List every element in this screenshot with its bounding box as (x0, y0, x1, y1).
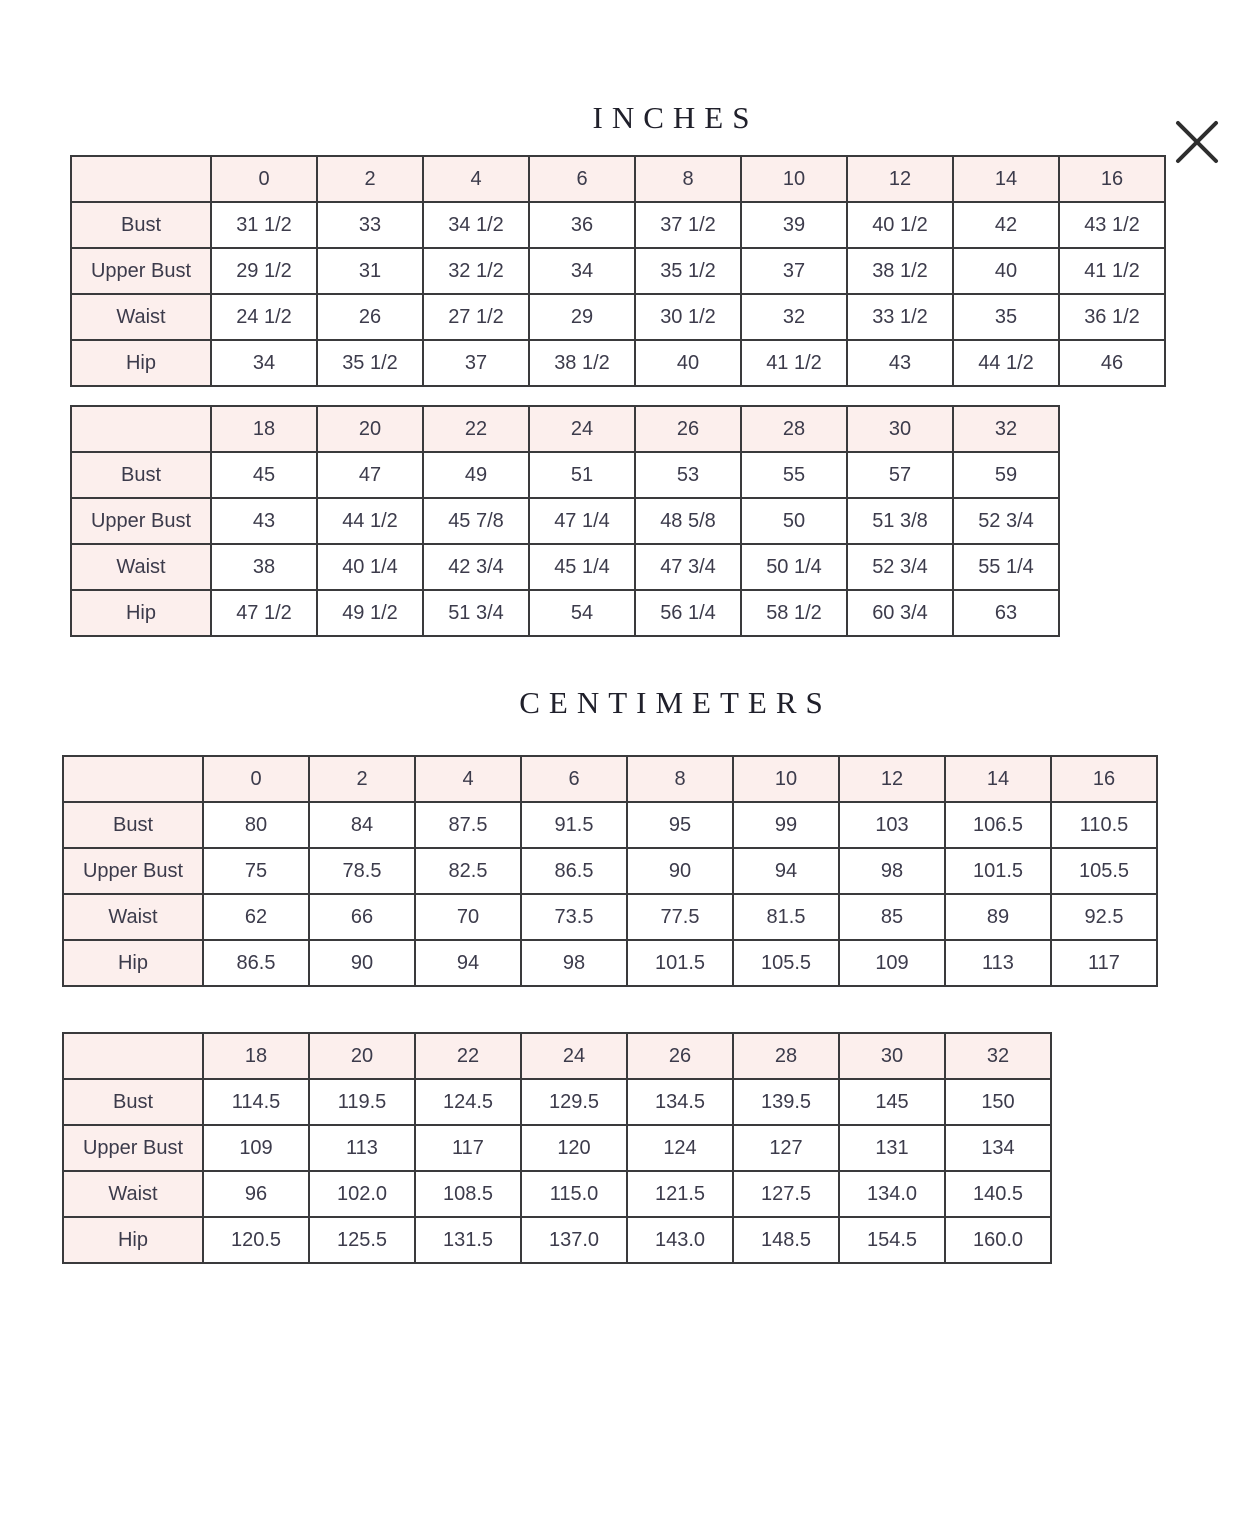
size-header-cell: 12 (839, 756, 945, 802)
measurement-label: Waist (71, 544, 211, 590)
measurement-value: 108.5 (415, 1171, 521, 1217)
measurement-value: 50 1/4 (741, 544, 847, 590)
measurement-value: 48 5/8 (635, 498, 741, 544)
measurement-value: 77.5 (627, 894, 733, 940)
size-header-cell: 4 (423, 156, 529, 202)
measurement-value: 41 1/2 (1059, 248, 1165, 294)
measurement-row (71, 294, 1165, 340)
measurement-value: 55 1/4 (953, 544, 1059, 590)
measurement-value: 51 (529, 452, 635, 498)
size-header-cell: 16 (1059, 156, 1165, 202)
measurement-value: 134.5 (627, 1079, 733, 1125)
measurement-value: 117 (415, 1125, 521, 1171)
measurement-value: 38 1/2 (847, 248, 953, 294)
measurement-value: 37 1/2 (635, 202, 741, 248)
measurement-value: 143.0 (627, 1217, 733, 1263)
size-header-cell: 18 (211, 406, 317, 452)
size-header-cell: 12 (847, 156, 953, 202)
measurement-row (71, 340, 1165, 386)
measurement-value: 139.5 (733, 1079, 839, 1125)
measurement-value: 46 (1059, 340, 1165, 386)
measurement-value: 35 (953, 294, 1059, 340)
size-header-cell: 24 (529, 406, 635, 452)
size-header-cell: 22 (423, 406, 529, 452)
size-header-cell: 20 (309, 1033, 415, 1079)
measurement-value: 131 (839, 1125, 945, 1171)
size-chart-modal (0, 98, 1241, 1264)
measurement-value: 96 (203, 1171, 309, 1217)
measurement-value: 42 (953, 202, 1059, 248)
corner-cell (71, 156, 211, 202)
measurement-value: 47 (317, 452, 423, 498)
measurement-value: 124 (627, 1125, 733, 1171)
measurement-value: 47 1/4 (529, 498, 635, 544)
measurement-value: 34 (529, 248, 635, 294)
measurement-value: 37 (423, 340, 529, 386)
measurement-value: 34 (211, 340, 317, 386)
measurement-row (63, 894, 1157, 940)
measurement-value: 38 1/2 (529, 340, 635, 386)
measurement-label: Bust (71, 452, 211, 498)
measurement-value: 109 (839, 940, 945, 986)
measurement-value: 60 3/4 (847, 590, 953, 636)
measurement-value: 160.0 (945, 1217, 1051, 1263)
measurement-value: 27 1/2 (423, 294, 529, 340)
measurement-value: 119.5 (309, 1079, 415, 1125)
size-header-cell: 6 (521, 756, 627, 802)
measurement-row (63, 802, 1157, 848)
close-button[interactable] (1169, 114, 1225, 170)
size-header-cell: 16 (1051, 756, 1157, 802)
measurement-value: 125.5 (309, 1217, 415, 1263)
measurement-value: 41 1/2 (741, 340, 847, 386)
measurement-value: 85 (839, 894, 945, 940)
size-header-cell: 28 (741, 406, 847, 452)
measurement-value: 29 1/2 (211, 248, 317, 294)
measurement-value: 127 (733, 1125, 839, 1171)
size-header-cell: 14 (953, 156, 1059, 202)
close-icon (1174, 119, 1220, 165)
size-header-cell: 32 (953, 406, 1059, 452)
measurement-value: 120 (521, 1125, 627, 1171)
measurement-value: 63 (953, 590, 1059, 636)
measurement-value: 40 (635, 340, 741, 386)
measurement-row (71, 452, 1059, 498)
measurement-value: 47 3/4 (635, 544, 741, 590)
measurement-value: 52 3/4 (847, 544, 953, 590)
measurement-value: 40 (953, 248, 1059, 294)
size-header-cell: 6 (529, 156, 635, 202)
measurement-value: 81.5 (733, 894, 839, 940)
measurement-value: 50 (741, 498, 847, 544)
measurement-value: 113 (945, 940, 1051, 986)
measurement-value: 42 3/4 (423, 544, 529, 590)
measurement-value: 73.5 (521, 894, 627, 940)
measurement-value: 36 1/2 (1059, 294, 1165, 340)
measurement-value: 55 (741, 452, 847, 498)
measurement-value: 57 (847, 452, 953, 498)
size-header-row (71, 156, 1165, 202)
measurement-label: Bust (63, 1079, 203, 1125)
size-table (70, 155, 1166, 387)
measurement-row (63, 1079, 1051, 1125)
measurement-value: 150 (945, 1079, 1051, 1125)
size-header-cell: 26 (635, 406, 741, 452)
measurement-value: 75 (203, 848, 309, 894)
measurement-value: 44 1/2 (317, 498, 423, 544)
measurement-value: 39 (741, 202, 847, 248)
measurement-row (71, 498, 1059, 544)
measurement-value: 145 (839, 1079, 945, 1125)
size-header-cell: 2 (317, 156, 423, 202)
measurement-value: 53 (635, 452, 741, 498)
measurement-value: 80 (203, 802, 309, 848)
measurement-value: 33 1/2 (847, 294, 953, 340)
measurement-value: 31 1/2 (211, 202, 317, 248)
measurement-row (63, 1125, 1051, 1171)
measurement-value: 70 (415, 894, 521, 940)
size-header-cell: 0 (211, 156, 317, 202)
measurement-value: 140.5 (945, 1171, 1051, 1217)
centimeters-table-sizes-0-16 (62, 755, 1241, 987)
measurement-value: 94 (733, 848, 839, 894)
measurement-value: 94 (415, 940, 521, 986)
measurement-value: 51 3/8 (847, 498, 953, 544)
size-header-row (63, 1033, 1051, 1079)
measurement-value: 32 (741, 294, 847, 340)
measurement-value: 38 (211, 544, 317, 590)
size-header-cell: 18 (203, 1033, 309, 1079)
inches-table-sizes-0-16 (70, 155, 1241, 387)
measurement-value: 43 (847, 340, 953, 386)
inches-table-sizes-18-32 (70, 405, 1241, 637)
measurement-value: 98 (839, 848, 945, 894)
measurement-value: 89 (945, 894, 1051, 940)
size-header-cell: 30 (839, 1033, 945, 1079)
inches-section (0, 98, 1241, 637)
measurement-value: 95 (627, 802, 733, 848)
size-header-cell: 26 (627, 1033, 733, 1079)
measurement-value: 109 (203, 1125, 309, 1171)
measurement-row (63, 848, 1157, 894)
measurement-value: 51 3/4 (423, 590, 529, 636)
measurement-value: 24 1/2 (211, 294, 317, 340)
measurement-value: 82.5 (415, 848, 521, 894)
measurement-label: Hip (63, 940, 203, 986)
measurement-row (63, 1171, 1051, 1217)
size-header-cell: 10 (741, 156, 847, 202)
measurement-value: 86.5 (203, 940, 309, 986)
measurement-value: 43 1/2 (1059, 202, 1165, 248)
measurement-row (71, 248, 1165, 294)
measurement-value: 90 (627, 848, 733, 894)
measurement-label: Waist (63, 894, 203, 940)
measurement-value: 62 (203, 894, 309, 940)
measurement-value: 91.5 (521, 802, 627, 848)
size-header-cell: 2 (309, 756, 415, 802)
centimeters-table-sizes-18-32 (62, 1032, 1241, 1264)
size-table (62, 1032, 1052, 1264)
measurement-value: 40 1/2 (847, 202, 953, 248)
measurement-value: 101.5 (945, 848, 1051, 894)
measurement-value: 105.5 (1051, 848, 1157, 894)
measurement-value: 101.5 (627, 940, 733, 986)
measurement-value: 34 1/2 (423, 202, 529, 248)
measurement-value: 114.5 (203, 1079, 309, 1125)
measurement-value: 105.5 (733, 940, 839, 986)
size-header-cell: 10 (733, 756, 839, 802)
size-header-cell: 14 (945, 756, 1051, 802)
measurement-value: 52 3/4 (953, 498, 1059, 544)
measurement-label: Waist (63, 1171, 203, 1217)
size-header-cell: 4 (415, 756, 521, 802)
size-header-cell: 8 (627, 756, 733, 802)
size-header-cell: 32 (945, 1033, 1051, 1079)
measurement-value: 35 1/2 (317, 340, 423, 386)
measurement-value: 106.5 (945, 802, 1051, 848)
measurement-value: 47 1/2 (211, 590, 317, 636)
measurement-value: 30 1/2 (635, 294, 741, 340)
size-header-cell: 28 (733, 1033, 839, 1079)
measurement-row (71, 590, 1059, 636)
size-header-cell: 20 (317, 406, 423, 452)
measurement-label: Hip (71, 340, 211, 386)
measurement-value: 45 (211, 452, 317, 498)
measurement-value: 103 (839, 802, 945, 848)
measurement-value: 87.5 (415, 802, 521, 848)
measurement-row (71, 544, 1059, 590)
measurement-value: 44 1/2 (953, 340, 1059, 386)
measurement-value: 59 (953, 452, 1059, 498)
measurement-value: 45 7/8 (423, 498, 529, 544)
measurement-value: 66 (309, 894, 415, 940)
measurement-value: 117 (1051, 940, 1157, 986)
centimeters-section (0, 683, 1241, 1264)
measurement-value: 84 (309, 802, 415, 848)
measurement-value: 33 (317, 202, 423, 248)
measurement-value: 86.5 (521, 848, 627, 894)
measurement-value: 154.5 (839, 1217, 945, 1263)
measurement-value: 40 1/4 (317, 544, 423, 590)
measurement-value: 56 1/4 (635, 590, 741, 636)
size-header-cell: 8 (635, 156, 741, 202)
measurement-label: Hip (63, 1217, 203, 1263)
measurement-value: 90 (309, 940, 415, 986)
measurement-value: 137.0 (521, 1217, 627, 1263)
measurement-value: 37 (741, 248, 847, 294)
measurement-value: 43 (211, 498, 317, 544)
size-header-cell: 30 (847, 406, 953, 452)
measurement-value: 129.5 (521, 1079, 627, 1125)
measurement-label: Bust (71, 202, 211, 248)
measurement-value: 54 (529, 590, 635, 636)
measurement-value: 115.0 (521, 1171, 627, 1217)
measurement-label: Upper Bust (71, 498, 211, 544)
measurement-value: 35 1/2 (635, 248, 741, 294)
size-header-cell: 24 (521, 1033, 627, 1079)
size-header-cell: 22 (415, 1033, 521, 1079)
measurement-value: 26 (317, 294, 423, 340)
measurement-value: 113 (309, 1125, 415, 1171)
measurement-value: 45 1/4 (529, 544, 635, 590)
measurement-label: Hip (71, 590, 211, 636)
measurement-value: 134 (945, 1125, 1051, 1171)
measurement-value: 121.5 (627, 1171, 733, 1217)
size-table (62, 755, 1158, 987)
measurement-value: 32 1/2 (423, 248, 529, 294)
measurement-value: 99 (733, 802, 839, 848)
corner-cell (71, 406, 211, 452)
measurement-value: 127.5 (733, 1171, 839, 1217)
measurement-value: 134.0 (839, 1171, 945, 1217)
measurement-row (63, 940, 1157, 986)
measurement-value: 120.5 (203, 1217, 309, 1263)
measurement-value: 36 (529, 202, 635, 248)
corner-cell (63, 756, 203, 802)
measurement-label: Upper Bust (71, 248, 211, 294)
size-header-row (71, 406, 1059, 452)
measurement-value: 131.5 (415, 1217, 521, 1263)
measurement-value: 49 (423, 452, 529, 498)
measurement-value: 124.5 (415, 1079, 521, 1125)
measurement-label: Upper Bust (63, 1125, 203, 1171)
measurement-value: 148.5 (733, 1217, 839, 1263)
measurement-label: Bust (63, 802, 203, 848)
measurement-value: 98 (521, 940, 627, 986)
measurement-value: 78.5 (309, 848, 415, 894)
measurement-value: 49 1/2 (317, 590, 423, 636)
measurement-label: Waist (71, 294, 211, 340)
inches-title: INCHES (592, 100, 759, 135)
measurement-label: Upper Bust (63, 848, 203, 894)
measurement-row (71, 202, 1165, 248)
size-header-row (63, 756, 1157, 802)
size-table (70, 405, 1060, 637)
corner-cell (63, 1033, 203, 1079)
centimeters-title: CENTIMETERS (519, 685, 832, 720)
size-header-cell: 0 (203, 756, 309, 802)
measurement-value: 58 1/2 (741, 590, 847, 636)
measurement-value: 92.5 (1051, 894, 1157, 940)
measurement-value: 110.5 (1051, 802, 1157, 848)
measurement-value: 29 (529, 294, 635, 340)
measurement-row (63, 1217, 1051, 1263)
measurement-value: 102.0 (309, 1171, 415, 1217)
measurement-value: 31 (317, 248, 423, 294)
